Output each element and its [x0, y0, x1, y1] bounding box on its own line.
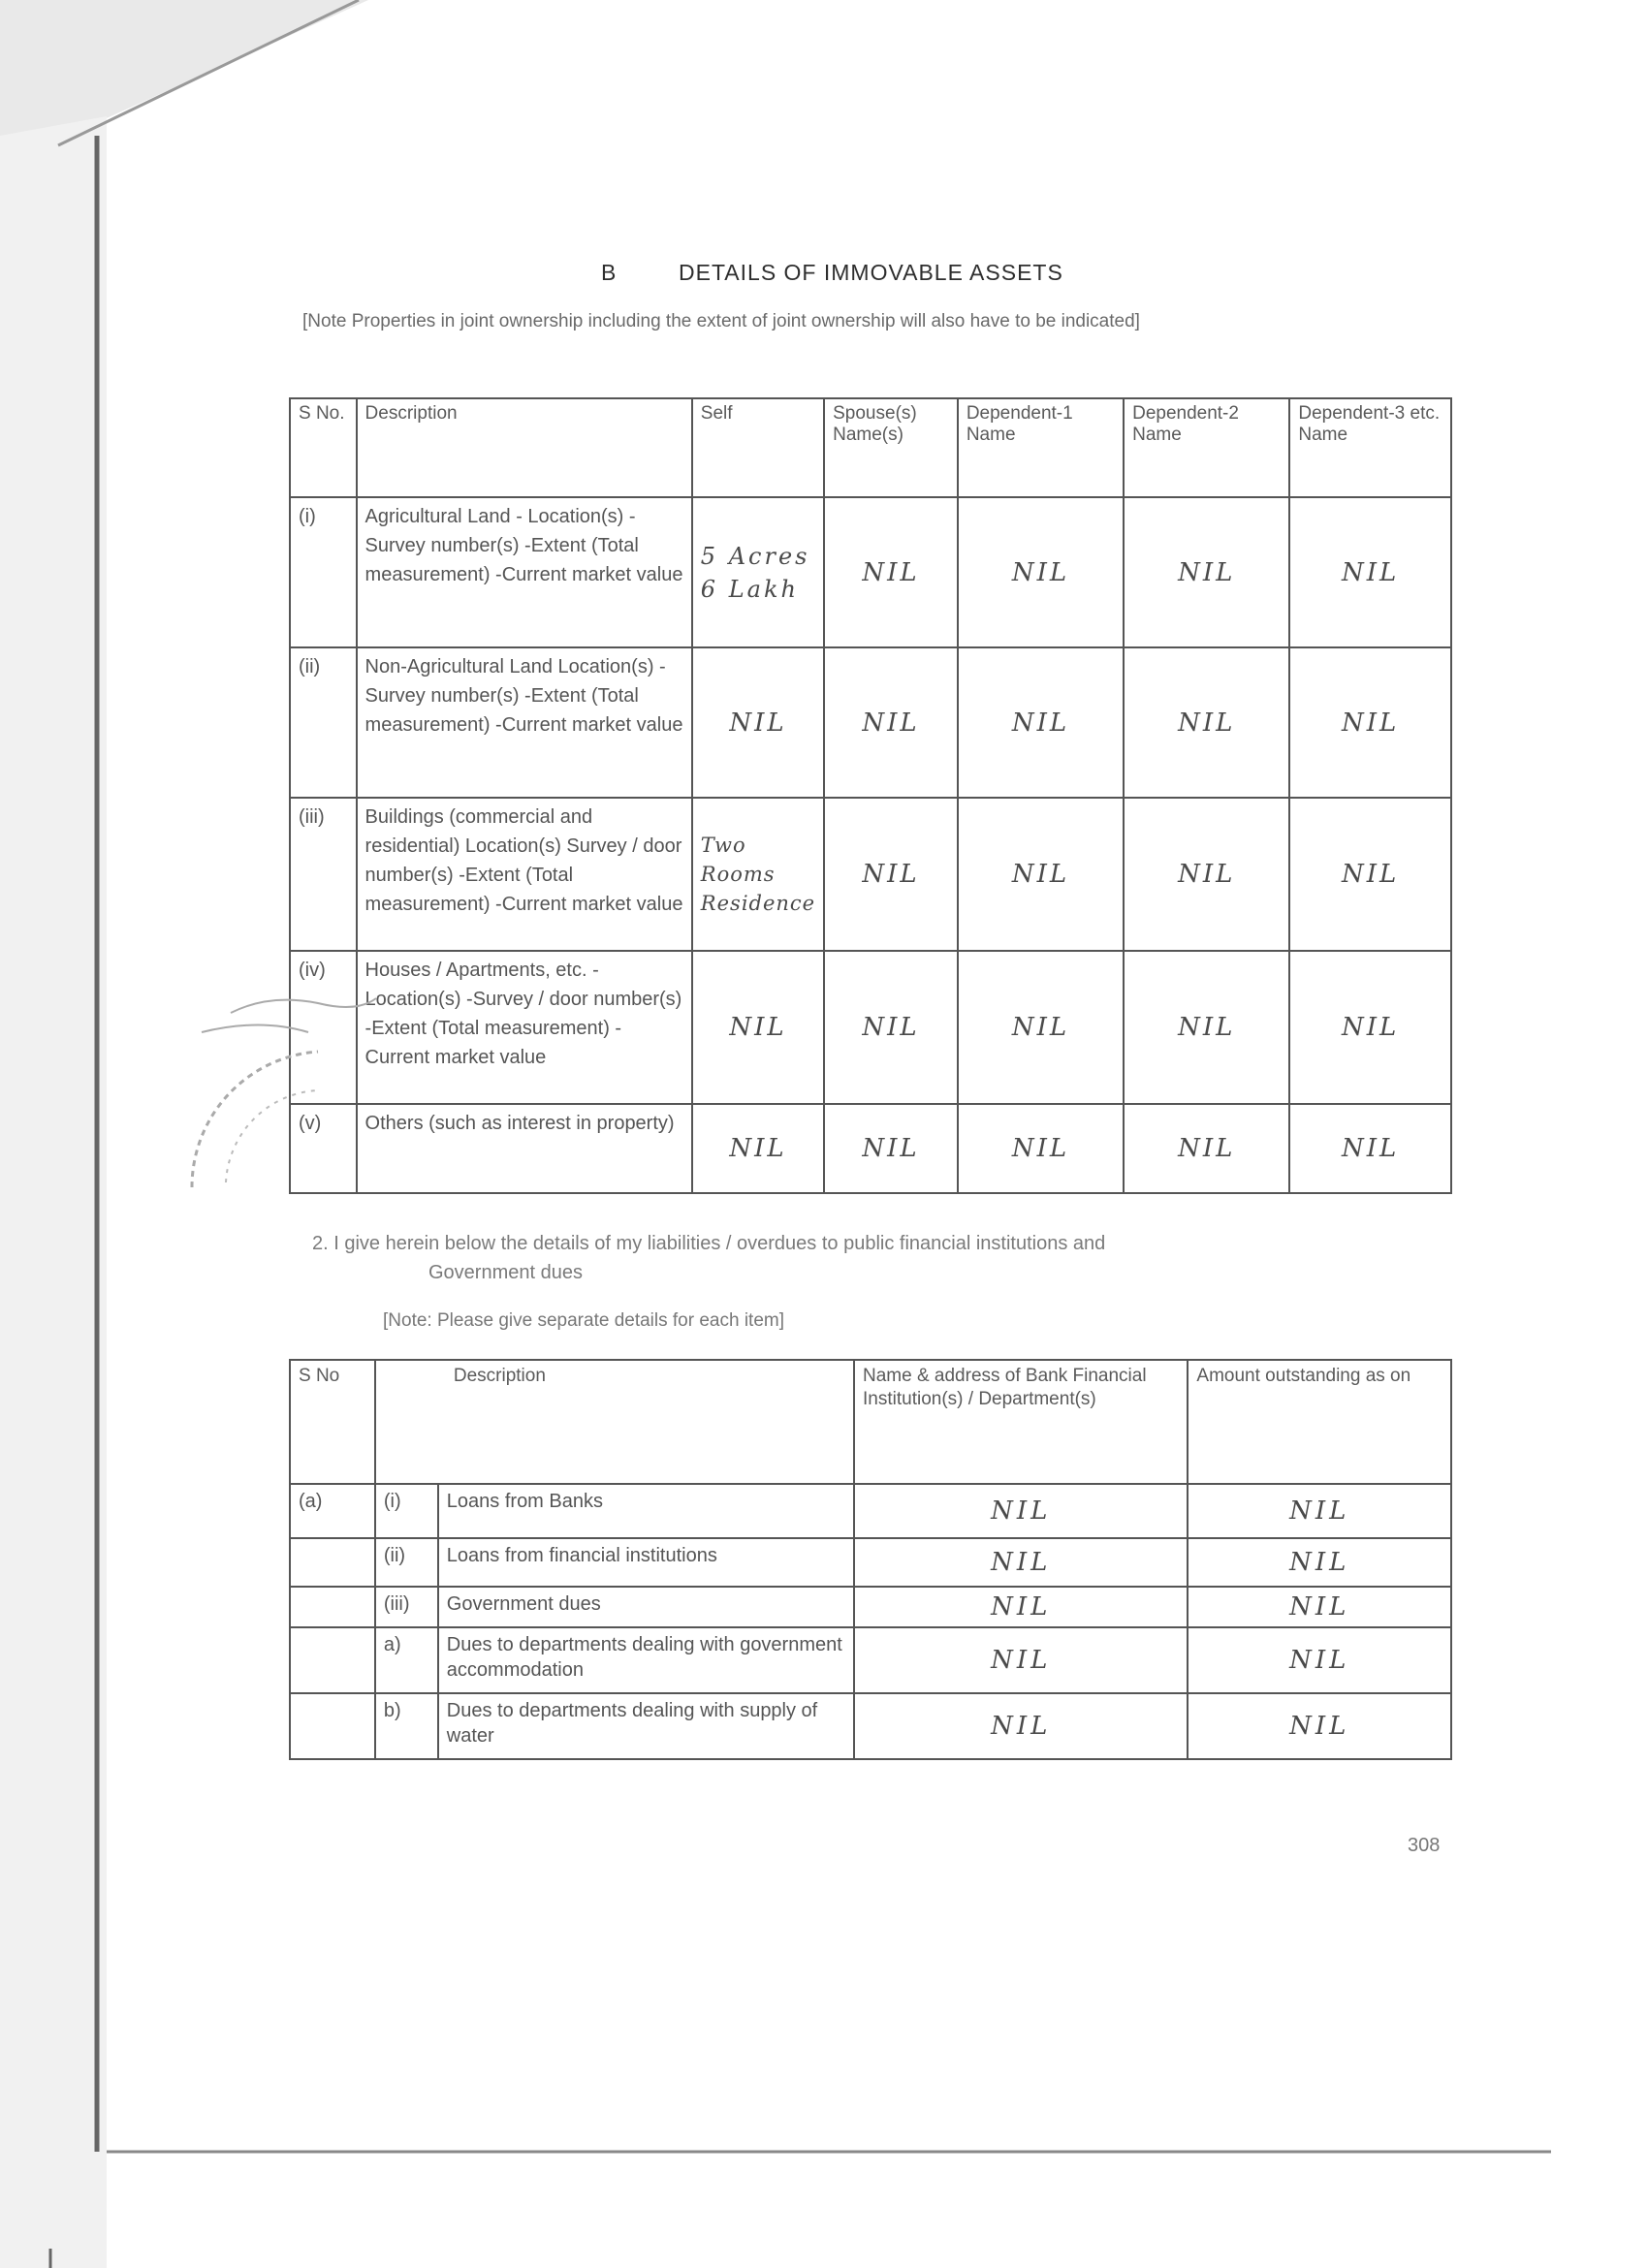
row-description: Loans from financial institutions — [438, 1538, 854, 1587]
row-description: Non-Agricultural Land Location(s) -Survey number(s) -Extent (Total measurement) -Current market value — [357, 647, 692, 798]
row-spouse: NIL — [824, 497, 958, 647]
header-dependent-2: Dependent-2 Name — [1124, 398, 1289, 497]
row-dependent-2: NIL — [1124, 798, 1289, 951]
row-description: Others (such as interest in property) — [357, 1104, 692, 1193]
row-description: Loans from Banks — [438, 1484, 854, 1538]
section-title: DETAILS OF IMMOVABLE ASSETS — [679, 260, 1063, 285]
row-description: Dues to departments dealing with government accommodation — [438, 1627, 854, 1693]
row-sno: (v) — [290, 1104, 357, 1193]
row-dependent-1: NIL — [958, 1104, 1124, 1193]
row-dependent-3: NIL — [1289, 798, 1451, 951]
row-dependent-1: NIL — [958, 951, 1124, 1104]
table-row — [290, 647, 1451, 798]
header-dependent-3: Dependent-3 etc. Name — [1289, 398, 1451, 497]
row-spouse: NIL — [824, 798, 958, 951]
row-self: NIL — [692, 951, 824, 1104]
header-sno: S No. — [290, 398, 357, 497]
table-row — [290, 1104, 1451, 1193]
table-row — [290, 951, 1451, 1104]
table-row — [290, 497, 1451, 647]
liabilities-text-2: Government dues — [428, 1262, 583, 1283]
header-dependent-1: Dependent-1 Name — [958, 398, 1124, 497]
header-sno: S No — [290, 1360, 375, 1484]
table-row — [290, 798, 1451, 951]
row-dependent-1: NIL — [958, 798, 1124, 951]
row-dependent-2: NIL — [1124, 647, 1289, 798]
row-sub: (iii) — [375, 1587, 438, 1627]
row-amount: NIL — [1188, 1693, 1451, 1759]
table-row — [290, 1627, 1451, 1693]
liabilities-note: [Note: Please give separate details for each item] — [383, 1310, 785, 1331]
row-sno: (a) — [290, 1484, 375, 1538]
table-row — [290, 1693, 1451, 1759]
header-self: Self — [692, 398, 824, 497]
row-dependent-2: NIL — [1124, 951, 1289, 1104]
row-amount: NIL — [1188, 1587, 1451, 1627]
row-dependent-2: NIL — [1124, 497, 1289, 647]
row-description: Agricultural Land - Location(s) -Survey number(s) -Extent (Total measurement) -Current market value — [357, 497, 692, 647]
row-bank: NIL — [854, 1627, 1188, 1693]
liabilities-intro — [312, 1229, 1105, 1287]
row-amount: NIL — [1188, 1484, 1451, 1538]
row-sno — [290, 1693, 375, 1759]
row-bank: NIL — [854, 1484, 1188, 1538]
row-sno: (iii) — [290, 798, 357, 951]
header-description: Description — [375, 1360, 854, 1484]
row-bank: NIL — [854, 1693, 1188, 1759]
row-sub: (ii) — [375, 1538, 438, 1587]
row-description: Government dues — [438, 1587, 854, 1627]
row-sub: a) — [375, 1627, 438, 1693]
header-spouse: Spouse(s) Name(s) — [824, 398, 958, 497]
row-sno — [290, 1587, 375, 1627]
row-dependent-2: NIL — [1124, 1104, 1289, 1193]
row-spouse: NIL — [824, 951, 958, 1104]
table-row — [290, 1587, 1451, 1627]
row-amount: NIL — [1188, 1538, 1451, 1587]
row-spouse: NIL — [824, 647, 958, 798]
header-description: Description — [357, 398, 692, 497]
row-self: 5 Acres 6 Lakh — [692, 497, 824, 647]
immovable-assets-table — [289, 397, 1452, 1194]
row-dependent-3: NIL — [1289, 1104, 1451, 1193]
row-dependent-3: NIL — [1289, 951, 1451, 1104]
row-bank: NIL — [854, 1538, 1188, 1587]
row-description: Buildings (commercial and residential) Location(s) Survey / door number(s) -Extent (Total measurement) -Current market value — [357, 798, 692, 951]
row-self: NIL — [692, 1104, 824, 1193]
row-self: Two Rooms Residence — [692, 798, 824, 951]
item-number: 2. — [312, 1233, 329, 1254]
liabilities-text: I give herein below the details of my liabilities / overdues to public financial institutions and — [333, 1233, 1106, 1254]
row-sno: (i) — [290, 497, 357, 647]
row-sno: (ii) — [290, 647, 357, 798]
liabilities-table — [289, 1359, 1452, 1760]
official-seal-stamp — [173, 974, 434, 1197]
section-letter: B — [601, 260, 618, 285]
table-header-row — [290, 1360, 1451, 1484]
row-dependent-1: NIL — [958, 497, 1124, 647]
table-header-row — [290, 398, 1451, 497]
row-sub: (i) — [375, 1484, 438, 1538]
row-sno — [290, 1538, 375, 1587]
header-bank: Name & address of Bank Financial Institution(s) / Department(s) — [854, 1360, 1188, 1484]
table-row — [290, 1538, 1451, 1587]
row-self: NIL — [692, 647, 824, 798]
row-sno: (iv) — [290, 951, 357, 1104]
row-dependent-3: NIL — [1289, 647, 1451, 798]
table-row — [290, 1484, 1451, 1538]
row-bank: NIL — [854, 1587, 1188, 1627]
row-amount: NIL — [1188, 1627, 1451, 1693]
row-dependent-3: NIL — [1289, 497, 1451, 647]
row-sub: b) — [375, 1693, 438, 1759]
row-description: Houses / Apartments, etc. -Location(s) -Survey / door number(s) -Extent (Total measurement) -Current market value — [357, 951, 692, 1104]
section-heading — [601, 260, 1063, 286]
row-description: Dues to departments dealing with supply of water — [438, 1693, 854, 1759]
row-sno — [290, 1627, 375, 1693]
section-note: [Note Properties in joint ownership including the extent of joint ownership will also have to be indicated] — [302, 311, 1140, 331]
page-number: 308 — [1408, 1835, 1441, 1856]
row-dependent-1: NIL — [958, 647, 1124, 798]
header-amount: Amount outstanding as on — [1188, 1360, 1451, 1484]
row-spouse: NIL — [824, 1104, 958, 1193]
